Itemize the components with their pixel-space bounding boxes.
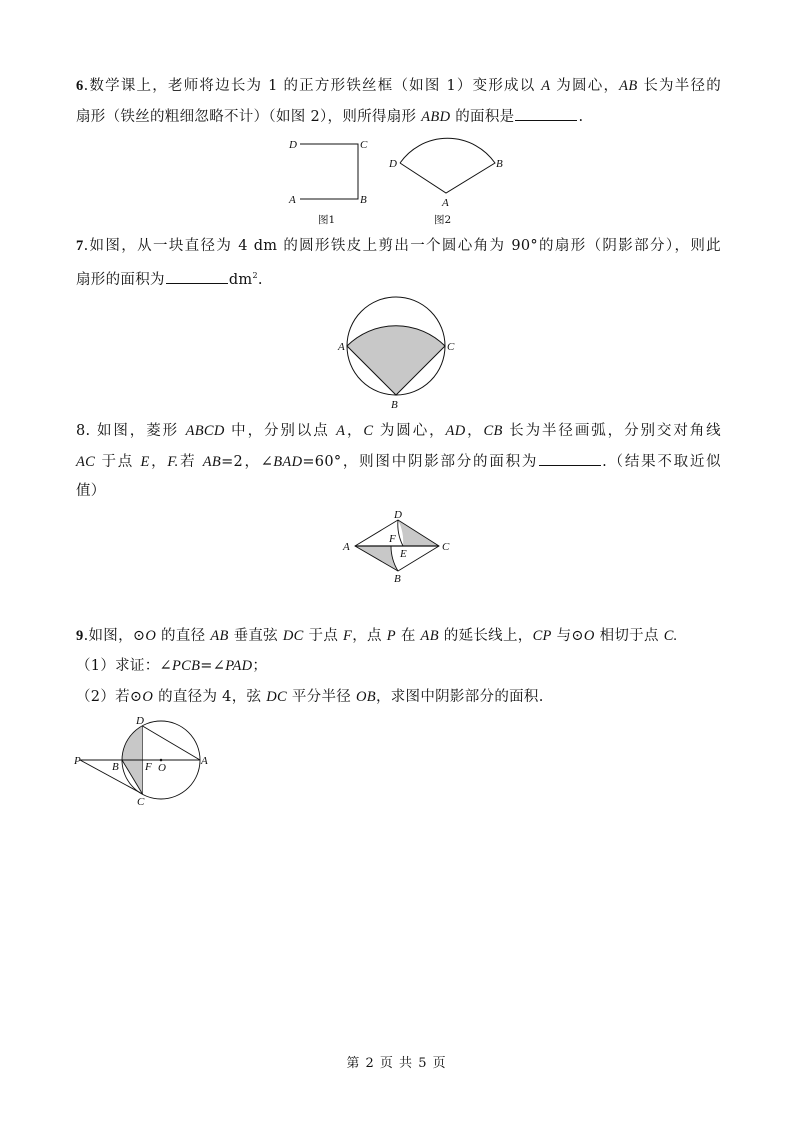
q6-var: A <box>541 78 551 94</box>
q8-var: CB <box>483 423 503 439</box>
label-C: C <box>447 341 455 353</box>
label-B: B <box>496 158 503 170</box>
q7-line-2 <box>76 266 263 290</box>
line-DA <box>143 726 201 760</box>
center-point-O <box>160 759 163 762</box>
label-B: B <box>394 573 401 585</box>
q6-text: . <box>578 109 584 125</box>
q8-figure <box>340 505 460 590</box>
q6-text: 扇形（铁丝的粗细忽略不计）（如图 2），则所得扇形 <box>76 109 422 125</box>
q8-var: BAD <box>273 454 303 470</box>
q7-number: 7 <box>76 238 84 254</box>
q9-var: P <box>386 628 396 644</box>
q9-part-1 <box>76 656 267 676</box>
q9-text: ； <box>252 658 268 674</box>
q7-line-1 <box>76 236 721 256</box>
q8-line-1 <box>76 421 721 441</box>
q9-var: O <box>583 628 595 644</box>
q8-var: ABCD <box>185 423 225 439</box>
label-P: P <box>74 755 81 767</box>
q8-var: C <box>363 423 374 439</box>
q8-text: ， <box>149 454 168 470</box>
label-C: C <box>442 541 450 553</box>
square-frame <box>300 144 358 199</box>
q9-var: O <box>145 628 157 644</box>
q9-text: 垂直弦 <box>228 628 283 644</box>
q7-unit-sup: 2 <box>252 271 258 280</box>
q9-text: 的直径 <box>156 628 211 644</box>
q6-line-1 <box>76 76 721 96</box>
label-D: D <box>289 139 297 151</box>
q9-text: 的延长线上， <box>438 628 533 644</box>
q6-var: ABD <box>421 109 451 125</box>
label-A: A <box>442 197 449 209</box>
q8-text: 若 <box>178 454 203 470</box>
q8-answer-blank[interactable] <box>539 451 601 466</box>
label-D: D <box>136 715 144 727</box>
q6-line-2 <box>76 106 583 127</box>
fig1-caption: 图1 <box>318 214 336 226</box>
q9-var: F <box>343 628 353 644</box>
q6-text: 长为半径的 <box>637 78 721 94</box>
q7-text: .如图，从一块直径为 4 dm 的圆形铁皮上剪出一个圆心角为 90°的扇形（阴影部分），则此 <box>83 238 721 254</box>
q6-figure-1 <box>280 130 390 230</box>
q6-answer-blank[interactable] <box>515 106 577 121</box>
q8-text: 值） <box>76 483 106 499</box>
q6-text: 为圆心， <box>550 78 620 94</box>
label-B: B <box>112 761 119 773</box>
label-A: A <box>201 755 208 767</box>
q6-number: 6 <box>76 78 84 94</box>
label-A: A <box>343 541 350 553</box>
label-D: D <box>389 158 397 170</box>
q9-text: （1）求证：∠ <box>76 658 172 674</box>
label-O: O <box>158 762 166 774</box>
q7-figure <box>330 290 470 415</box>
label-C: C <box>137 796 145 808</box>
q8-text: 长为半径画弧，分别交对角线 <box>502 423 721 439</box>
q9-var: PCB <box>171 658 201 674</box>
q9-text: ，点 <box>352 628 387 644</box>
q9-text: 与⊙ <box>551 628 584 644</box>
q9-text: ，求图中阴影部分的面积. <box>375 689 544 705</box>
sector-outline <box>400 138 495 193</box>
q6-text: 的面积是 <box>450 109 515 125</box>
q8-text: 中，分别以点 <box>224 423 337 439</box>
q9-text: 平分半径 <box>286 689 356 705</box>
q8-text: ， <box>465 423 484 439</box>
label-B: B <box>391 399 398 411</box>
label-B: B <box>360 194 367 206</box>
q6-text: .数学课上，老师将边长为 1 的正方形铁丝框（如图 1）变形成以 <box>83 78 542 94</box>
q8-text: =2，∠ <box>221 454 274 470</box>
q9-figure <box>70 710 220 810</box>
q9-var: O <box>142 689 154 705</box>
q9-var: PAD <box>225 658 253 674</box>
q7-text: 扇形的面积为 <box>76 271 165 288</box>
q8-var: AD <box>445 423 466 439</box>
q8-text: =60°，则图中阴影部分的面积为 <box>302 454 539 470</box>
q8-text: 于点 <box>95 454 141 470</box>
q8-line-3 <box>76 481 106 501</box>
q9-text: （2）若⊙ <box>76 689 143 705</box>
q9-var: C. <box>663 628 678 644</box>
q9-text: =∠ <box>200 658 226 674</box>
label-A: A <box>338 341 345 353</box>
q7-text: . <box>257 271 263 288</box>
q8-line-2 <box>76 451 721 472</box>
q6-var: AB <box>619 78 638 94</box>
label-C: C <box>360 139 368 151</box>
q8-text: 为圆心， <box>373 423 446 439</box>
q6-figure-2 <box>385 130 515 230</box>
label-F: F <box>145 761 152 773</box>
q8-var: F. <box>167 454 179 470</box>
q8-text: 8. 如图，菱形 <box>76 423 186 439</box>
q9-text: 在 <box>395 628 421 644</box>
label-E: E <box>400 548 407 560</box>
q9-var: DC <box>266 689 287 705</box>
q9-var: OB <box>356 689 376 705</box>
q8-var: AC <box>76 454 96 470</box>
q8-text: ， <box>345 423 364 439</box>
q9-text: 于点 <box>303 628 344 644</box>
q9-number: 9 <box>76 628 84 644</box>
q9-var: AB <box>420 628 439 644</box>
q7-answer-blank[interactable] <box>166 269 228 284</box>
q9-text: 的直径为 4，弦 <box>153 689 267 705</box>
q8-text: .（结果不取近似 <box>602 454 721 470</box>
shaded-sector <box>347 326 445 395</box>
label-D: D <box>394 509 402 521</box>
q9-var: DC <box>282 628 304 644</box>
page-footer: 第 2 页 共 5 页 <box>346 1056 447 1071</box>
q8-var: AB <box>202 454 222 470</box>
label-F: F <box>389 533 396 545</box>
q9-line-1 <box>76 626 678 646</box>
q8-var: E <box>140 454 150 470</box>
label-A: A <box>289 194 296 206</box>
q7-unit: dm <box>228 271 253 288</box>
q9-text: .如图，⊙ <box>83 628 146 644</box>
q8-var: A <box>336 423 346 439</box>
q9-text: 相切于点 <box>594 628 664 644</box>
q9-part-2 <box>76 687 544 707</box>
fig2-caption: 图2 <box>434 214 452 226</box>
q9-var: CP <box>532 628 552 644</box>
q9-var: AB <box>210 628 229 644</box>
